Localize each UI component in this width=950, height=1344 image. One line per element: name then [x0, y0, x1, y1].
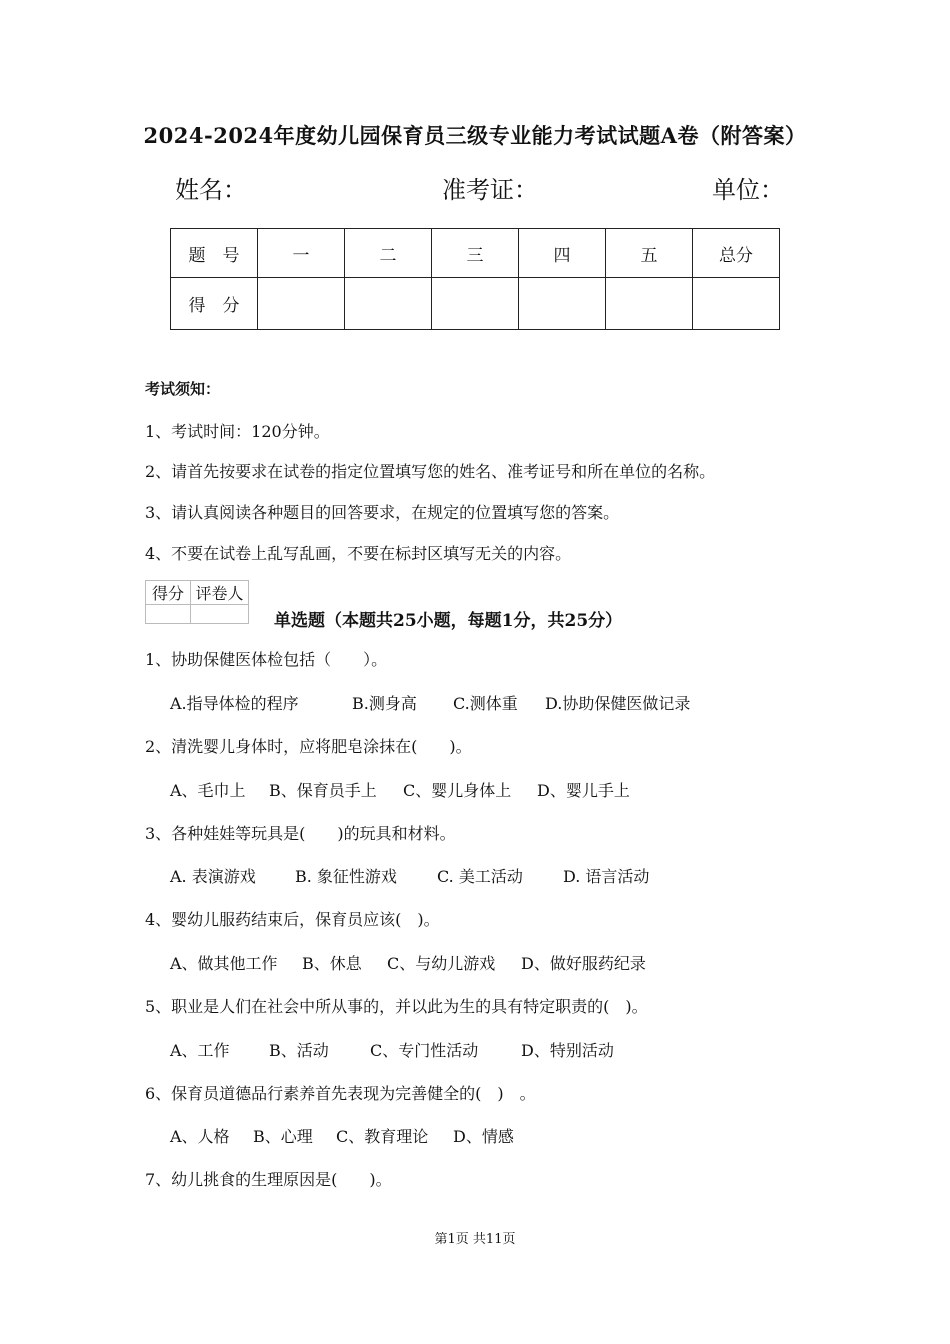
- option: A.指导体检的程序: [170, 694, 299, 713]
- score-table-header-cell: 题 号: [171, 229, 258, 278]
- page-title: 2024-2024年度幼儿园保育员三级专业能力考试试题A卷（附答案）: [143, 123, 807, 148]
- grader-score-cell: [146, 605, 191, 624]
- unit-label: 单位：: [712, 176, 784, 204]
- question-text: 2、清洗婴儿身体时，应将肥皂涂抹在( )。: [145, 737, 472, 756]
- score-cell: [606, 278, 693, 330]
- question-text: 6、保育员道德品行素养首先表现为完善健全的( ) 。: [145, 1084, 536, 1103]
- score-cell: [258, 278, 345, 330]
- exam-id-label: 准考证：: [442, 176, 538, 204]
- option: D、做好服药纪录: [521, 954, 646, 973]
- score-table: [170, 228, 780, 330]
- score-table-header-cell: 二: [345, 229, 432, 278]
- option: C、教育理论: [336, 1127, 429, 1146]
- option: C、婴儿身体上: [403, 781, 512, 800]
- grader-score-label: 得分: [146, 581, 191, 605]
- option: C、与幼儿游戏: [387, 954, 496, 973]
- notice-item: 1、考试时间：120分钟。: [145, 422, 330, 441]
- option: C. 美工活动: [437, 867, 523, 886]
- option: B.测身高: [352, 694, 417, 713]
- option: A、工作: [170, 1041, 230, 1060]
- score-cell: [432, 278, 519, 330]
- score-row-label: 得 分: [171, 278, 258, 330]
- notice-item: 4、不要在试卷上乱写乱画，不要在标封区填写无关的内容。: [145, 544, 572, 563]
- question-text: 7、幼儿挑食的生理原因是( )。: [145, 1170, 392, 1189]
- option: A、毛巾上: [170, 781, 246, 800]
- score-cell: [345, 278, 432, 330]
- grader-name-cell: [191, 605, 249, 624]
- section-title: 单选题（本题共25小题，每题1分，共25分）: [274, 611, 623, 631]
- score-cell: [519, 278, 606, 330]
- score-table-header-cell: 五: [606, 229, 693, 278]
- option: B、活动: [269, 1041, 329, 1060]
- option: A、做其他工作: [170, 954, 278, 973]
- score-table-score-row: [171, 278, 780, 330]
- option: D.协助保健医做记录: [545, 694, 691, 713]
- option: A、人格: [170, 1127, 230, 1146]
- name-label: 姓名：: [175, 176, 247, 204]
- score-table-header-cell: 一: [258, 229, 345, 278]
- grader-box: [145, 580, 249, 624]
- option: B、保育员手上: [269, 781, 377, 800]
- option: B. 象征性游戏: [295, 867, 397, 886]
- option: B、心理: [253, 1127, 313, 1146]
- option: B、休息: [302, 954, 362, 973]
- question-text: 5、职业是人们在社会中所从事的，并以此为生的具有特定职责的( )。: [145, 997, 648, 1016]
- score-table-header-cell: 四: [519, 229, 606, 278]
- grader-name-label: 评卷人: [191, 581, 249, 605]
- score-table-header-cell: 三: [432, 229, 519, 278]
- notice-item: 2、请首先按要求在试卷的指定位置填写您的姓名、准考证号和所在单位的名称。: [145, 462, 716, 481]
- question-text: 1、协助保健医体检包括（ ）。: [145, 650, 388, 669]
- notice-item: 3、请认真阅读各种题目的回答要求，在规定的位置填写您的答案。: [145, 503, 620, 522]
- option: D、情感: [453, 1127, 514, 1146]
- notice-title: 考试须知：: [145, 380, 221, 398]
- score-table-header-cell: 总分: [693, 229, 780, 278]
- option: D、婴儿手上: [537, 781, 630, 800]
- option: C、专门性活动: [370, 1041, 479, 1060]
- option: A. 表演游戏: [170, 867, 256, 886]
- option: C.测体重: [453, 694, 518, 713]
- option: D. 语言活动: [563, 867, 650, 886]
- question-text: 4、婴幼儿服药结束后，保育员应该( )。: [145, 910, 440, 929]
- option: D、特别活动: [521, 1041, 614, 1060]
- score-cell: [693, 278, 780, 330]
- page-footer: 第1页 共11页: [434, 1232, 516, 1247]
- score-table-header-row: [171, 229, 780, 278]
- question-text: 3、各种娃娃等玩具是( )的玩具和材料。: [145, 824, 456, 843]
